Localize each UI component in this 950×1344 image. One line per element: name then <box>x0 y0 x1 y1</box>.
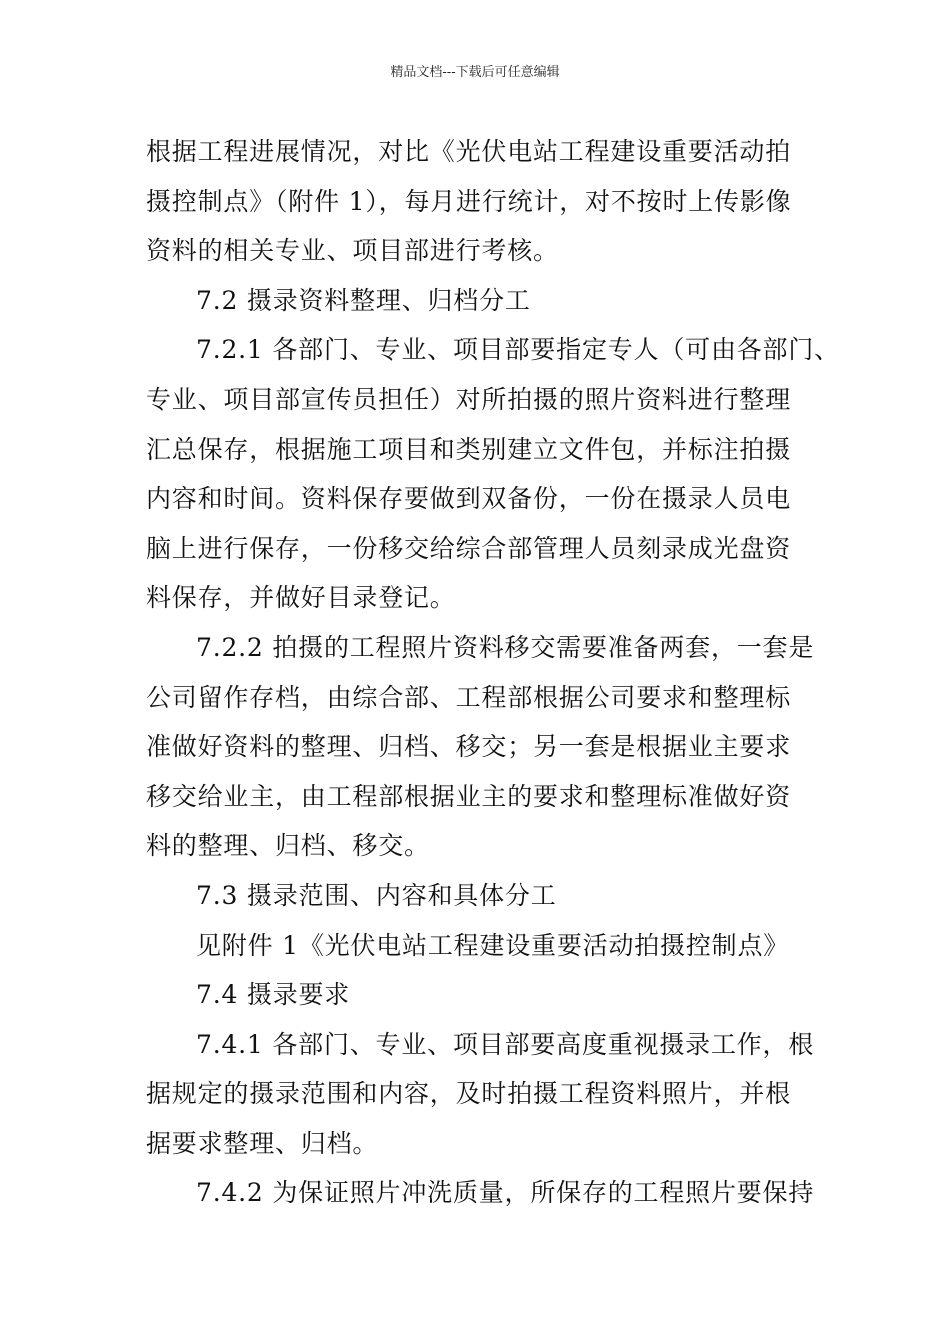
text-line: 脑上进行保存，一份移交给综合部管理人员刻录成光盘资 <box>146 533 792 563</box>
text-line: 7.2.1 各部门、专业、项目部要指定专人（可由各部门、 <box>196 335 840 365</box>
text-line: 内容和时间。资料保存要做到双备份，一份在摄录人员电 <box>146 484 792 514</box>
text-line: 汇总保存，根据施工项目和类别建立文件包，并标注拍摄 <box>146 434 792 464</box>
text-line: 摄控制点》（附件 1），每月进行统计，对不按时上传影像 <box>146 186 792 216</box>
text-line: 移交给业主，由工程部根据业主的要求和整理标准做好资 <box>146 781 792 811</box>
text-line: 据要求整理、归档。 <box>146 1128 379 1158</box>
text-line: 7.4.1 各部门、专业、项目部要高度重视摄录工作，根 <box>196 1029 815 1059</box>
text-line: 见附件 1《光伏电站工程建设重要活动拍摄控制点》 <box>196 930 790 960</box>
text-line: 准做好资料的整理、归档、移交；另一套是根据业主要求 <box>146 732 792 762</box>
section-heading: 7.2 摄录资料整理、归档分工 <box>196 285 531 315</box>
text-line: 料的整理、归档、移交。 <box>146 831 430 861</box>
document-body <box>146 127 840 1218</box>
text-line: 7.4.2 为保证照片冲洗质量，所保存的工程照片要保持 <box>196 1178 815 1208</box>
section-heading: 7.4 摄录要求 <box>196 980 351 1010</box>
text-line: 7.2.2 拍摄的工程照片资料移交需要准备两套，一套是 <box>196 632 815 662</box>
text-line: 公司留作存档，由综合部、工程部根据公司要求和整理标 <box>146 682 792 712</box>
page-header: 精品文档---下载后可任意编辑 <box>390 65 560 80</box>
section-heading: 7.3 摄录范围、内容和具体分工 <box>196 880 557 910</box>
text-line: 料保存，并做好目录登记。 <box>146 583 456 613</box>
text-line: 专业、项目部宣传员担任）对所拍摄的照片资料进行整理 <box>146 384 792 414</box>
text-line: 根据工程进展情况，对比《光伏电站工程建设重要活动拍 <box>146 137 792 166</box>
text-line: 资料的相关专业、项目部进行考核。 <box>146 236 559 266</box>
text-line: 据规定的摄录范围和内容，及时拍摄工程资料照片，并根 <box>146 1079 792 1109</box>
